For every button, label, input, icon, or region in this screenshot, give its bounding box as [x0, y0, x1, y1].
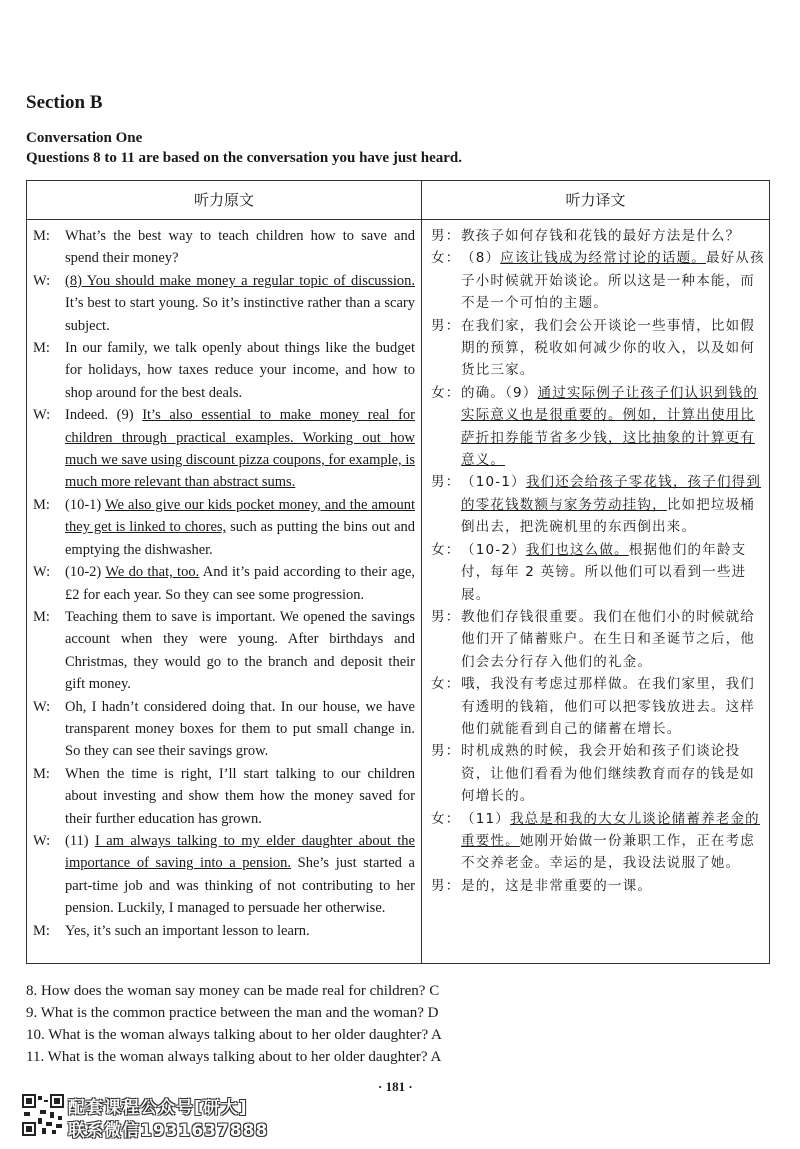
- header-divider: [27, 219, 769, 220]
- speaker-label: M:: [33, 922, 50, 939]
- text-segment: What’s the best way to teach children how to save and spend their money?: [65, 228, 415, 267]
- questions-instruction: Questions 8 to 11 are based on the conversation you have just heard.: [26, 150, 462, 166]
- dialogue-text: [461, 315, 765, 382]
- underlined-answer-text: 我总是和我的大女儿谈论储蓄养老金的重要性。: [461, 810, 760, 849]
- dialogue-text: [461, 539, 765, 606]
- dialogue-line: [431, 225, 765, 247]
- dialogue-text: [65, 225, 415, 270]
- dialogue-text: [461, 471, 765, 538]
- text-segment: such as putting the bins out and emptying the dishwasher.: [65, 519, 416, 558]
- text-segment: 时机成熟的时候，我会开始和孩子们谈论投资，让他们看看为他们继续教育而存的钱是如何增长的。: [461, 743, 755, 805]
- text-segment: (10-1): [65, 496, 106, 513]
- text-segment: 最好从孩子小时候就开始谈论。所以这是一种本能，而不是一个可怕的主题。: [461, 250, 765, 312]
- dialogue-text: [65, 270, 415, 337]
- speaker-label: W:: [33, 272, 51, 289]
- text-segment: 比如把垃圾桶倒出去，把洗碗机里的东西倒出来。: [461, 496, 756, 536]
- text-segment: (11): [65, 832, 96, 849]
- dialogue-line: [431, 315, 765, 382]
- dialogue-line: [33, 606, 415, 696]
- dialogue-line: [431, 875, 765, 897]
- text-segment: 根据他们的年龄支付，每年 2 英镑。所以他们可以看到一些进展。: [461, 541, 747, 603]
- speaker-label: W:: [33, 564, 51, 581]
- speaker-label: W:: [33, 407, 51, 424]
- underlined-answer-text: (8) You should make money a regular topic of discussion.: [65, 272, 415, 289]
- speaker-label: 女：: [431, 250, 461, 267]
- dialogue-text: [461, 673, 765, 740]
- dialogue-text: [461, 225, 765, 247]
- dialogue-line: [33, 337, 415, 404]
- dialogue-line: [431, 471, 765, 538]
- dialogue-line: [33, 830, 415, 920]
- speaker-label: 男：: [431, 228, 461, 244]
- underlined-answer-text: We do that, too.: [105, 564, 200, 581]
- dialogue-text: [65, 494, 415, 561]
- dialogue-line: [431, 247, 765, 314]
- dialogue-text: [461, 875, 765, 897]
- dialogue-text: [65, 696, 415, 763]
- text-segment: 教他们存钱很重要。我们在他们小的时候就给他们开了储蓄账户。在生日和圣诞节之后，他们会去分行存入他们的礼金。: [461, 608, 755, 670]
- speaker-label: M:: [33, 340, 50, 357]
- speaker-label: 女：: [431, 676, 461, 693]
- dialogue-line: [33, 225, 415, 270]
- dialogue-line: [431, 539, 765, 606]
- dialogue-line: [431, 673, 765, 740]
- dialogue-line: [33, 270, 415, 337]
- underlined-answer-text: It’s also essential to make money real for children through practical examples. Working out how much we save using discount pizza coupons, for example, is much more relevant than abstract sums.: [65, 407, 415, 491]
- column-divider: [421, 181, 422, 963]
- dialogue-text: [65, 920, 415, 942]
- page-number: · 181 ·: [378, 1079, 413, 1094]
- speaker-label: 女：: [431, 384, 461, 401]
- speaker-label: 男：: [431, 608, 461, 625]
- speaker-label: 男：: [431, 743, 461, 760]
- speaker-label: W:: [33, 698, 51, 715]
- dialogue-line: [33, 920, 415, 942]
- header-translation: 听力译文: [565, 191, 626, 209]
- text-segment: (10-2): [65, 564, 106, 581]
- text-segment: When the time is right, I’ll start talking to our children about investing and show them how the money saved for their further education has grown.: [65, 765, 415, 827]
- text-segment: 的确。（9）: [461, 384, 538, 401]
- dialogue-text: [461, 740, 765, 807]
- text-segment: 哦，我没有考虑过那样做。在我们家里，我们有透明的钱箱，他们可以把零钱放进去。这样他们就能看到自己的储蓄在增长。: [461, 676, 755, 737]
- dialogue-text: [461, 808, 765, 875]
- dialogue-text: [65, 561, 415, 606]
- underlined-answer-text: We also give our kids pocket money, and the amount they get is linked to chores,: [65, 496, 415, 536]
- question-list: [26, 980, 442, 1068]
- text-segment: 是的，这是非常重要的一课。: [461, 877, 653, 894]
- dialogue-line: [431, 740, 765, 807]
- underlined-answer-text: 我们还会给孩子零花钱，孩子们得到的零花钱数额与家务劳动挂钩，: [461, 474, 762, 513]
- speaker-label: M:: [33, 608, 50, 625]
- text-segment: And it’s paid according to their age, £2 for each year. So they can see some progression.: [65, 564, 416, 603]
- text-segment: Teaching them to save is important. We opened the savings account when they were young. After birthdays and Christmas, they would go to the branch and deposit their gift money.: [65, 608, 415, 693]
- speaker-label: 男：: [431, 317, 461, 334]
- watermark-line-2: 联系微信1931637888: [68, 1121, 269, 1141]
- speaker-label: M:: [33, 496, 50, 513]
- question-item: 10. What is the woman always talking about to her older daughter? A: [26, 1027, 442, 1043]
- qr-code-icon: [22, 1094, 64, 1136]
- speaker-label: W:: [33, 832, 51, 849]
- dialogue-line: [33, 763, 415, 830]
- dialogue-text: [461, 382, 765, 472]
- dialogue-text: [461, 606, 765, 673]
- text-segment: Oh, I hadn’t considered doing that. In our house, we have transparent money boxes for them to put small change in. So they can see their savings grow.: [65, 698, 415, 760]
- dialogue-line: [33, 561, 415, 606]
- underlined-answer-text: 应该让钱成为经常讨论的话题。: [500, 250, 707, 267]
- text-segment: 教孩子如何存钱和花钱的最好方法是什么？: [461, 228, 741, 244]
- text-segment: She’s just started a part-time job and was thinking of not contributing to her pension. Luckily, I managed to persuade her otherwise.: [65, 855, 415, 917]
- conversation-title: Conversation One: [26, 130, 143, 146]
- dialogue-text: [461, 247, 765, 314]
- dialogue-line: [431, 606, 765, 673]
- text-segment: （8）: [461, 250, 501, 267]
- text-segment: Indeed. (9): [65, 407, 143, 424]
- question-item: 9. What is the common practice between the man and the woman? D: [26, 1005, 439, 1021]
- dialogue-text: [65, 337, 415, 404]
- text-segment: It’s best to start young. So it’s instinctive rather than a scary subject.: [65, 295, 415, 334]
- dialogue-text: [65, 606, 415, 696]
- question-item: 11. What is the woman always talking about to her older daughter? A: [26, 1049, 442, 1065]
- underlined-answer-text: 通过实际例子让孩子们认识到钱的实际意义也是很重要的。例如，计算出使用比萨折扣券能节省多少钱，这比抽象的计算更有意义。: [461, 384, 759, 469]
- dialogue-line: [33, 494, 415, 561]
- speaker-label: 男：: [431, 877, 461, 894]
- text-segment: Yes, it’s such an important lesson to learn.: [65, 922, 310, 939]
- text-segment: （11）: [461, 810, 510, 827]
- speaker-label: M:: [33, 228, 50, 244]
- chinese-translation: [431, 225, 765, 897]
- underlined-answer-text: I am always talking to my elder daughter about the importance of saving into a pension.: [65, 832, 415, 872]
- dialogue-line: [33, 696, 415, 763]
- dialogue-text: [65, 830, 415, 920]
- transcript-table: [26, 180, 770, 964]
- text-segment: In our family, we talk openly about things like the budget for holidays, how taxes reduce your income, and how to shop around for the best deals.: [65, 340, 415, 401]
- dialogue-line: [431, 382, 765, 472]
- underlined-answer-text: 我们也这么做。: [525, 541, 629, 558]
- header-original-text: 听力原文: [193, 191, 254, 209]
- question-item: 8. How does the woman say money can be made real for children? C: [26, 983, 440, 999]
- dialogue-text: [65, 404, 415, 494]
- speaker-label: 女：: [431, 541, 461, 558]
- speaker-label: M:: [33, 765, 50, 782]
- dialogue-line: [431, 808, 765, 875]
- dialogue-line: [33, 404, 415, 494]
- speaker-label: 女：: [431, 810, 461, 827]
- english-transcript: [33, 225, 415, 942]
- dialogue-text: [65, 763, 415, 830]
- speaker-label: 男：: [431, 474, 461, 491]
- text-segment: 在我们家，我们会公开谈论一些事情，比如假期的预算，税收如何减少你的收入，以及如何货比三家。: [461, 317, 755, 379]
- watermark-line-1: 配套课程公众号[研大]: [68, 1098, 248, 1118]
- text-segment: （10-2）: [461, 541, 526, 558]
- section-title: Section B: [26, 92, 103, 113]
- text-segment: 她刚开始做一份兼职工作，正在考虑不交养老金。幸运的是，我设法说服了她。: [461, 832, 756, 872]
- text-segment: （10-1）: [461, 474, 526, 491]
